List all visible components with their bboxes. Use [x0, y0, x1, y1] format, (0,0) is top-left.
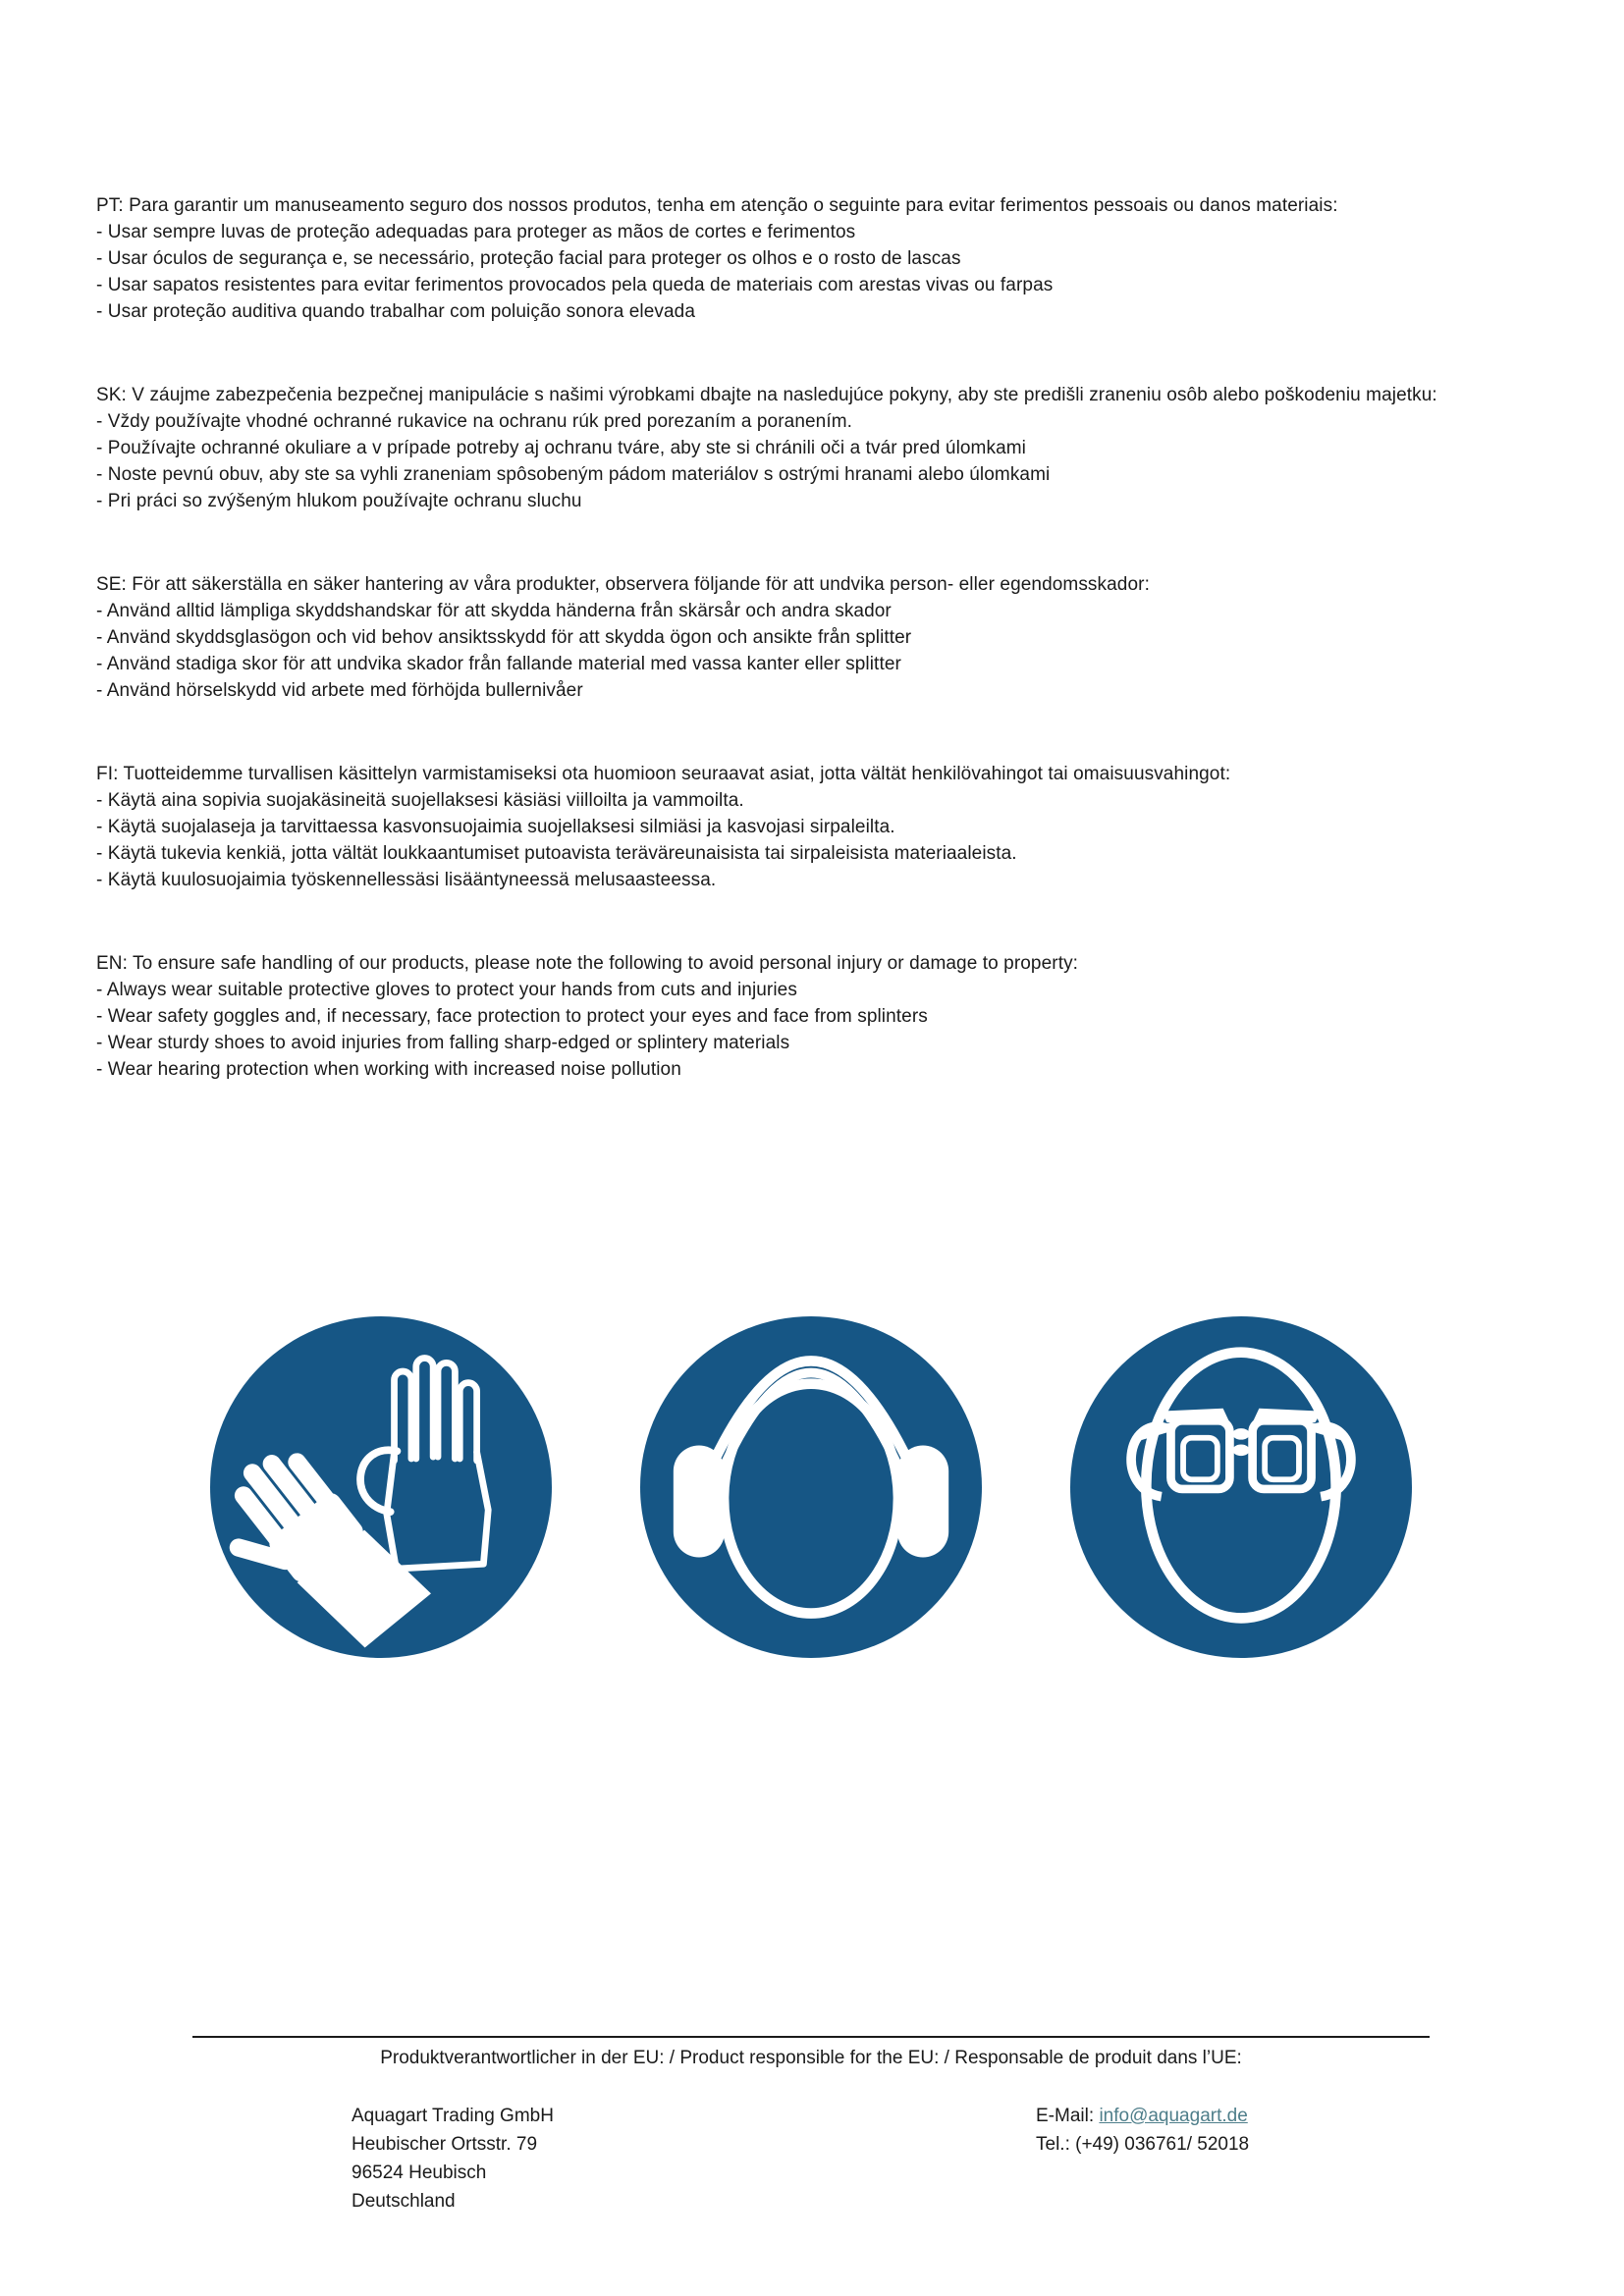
company-address-block	[352, 2102, 554, 2216]
email-link[interactable]: info@aquagart.de	[1099, 2106, 1248, 2126]
safety-section-sk	[96, 382, 1569, 514]
company-street: Heubischer Ortsstr. 79	[352, 2134, 538, 2155]
eye-protection-pictogram	[1070, 1316, 1412, 1663]
bullet-line: - Usar sempre luvas de proteção adequadas para proteger as mãos de cortes e ferimentos	[96, 222, 856, 242]
bullet-line: - Käytä kuulosuojaimia työskennellessäsi lisääntyneessä melusaasteessa.	[96, 870, 717, 890]
safety-section-se	[96, 571, 1569, 704]
bullet-line: - Wear safety goggles and, if necessary, face protection to protect your eyes and face from splinters	[96, 1006, 928, 1027]
wear-ear-protection-icon	[640, 1316, 982, 1658]
safety-section-fi	[96, 761, 1569, 893]
email-label: E-Mail:	[1036, 2106, 1095, 2126]
email-line	[1036, 2102, 1249, 2130]
bullet-line: - Käytä suojalaseja ja tarvittaessa kasvonsuojaimia suojellaksesi silmiäsi ja kasvojasi sirpaleilta.	[96, 817, 895, 837]
bullet-line: - Usar óculos de segurança e, se necessário, proteção facial para proteger os olhos e o rosto de lascas	[96, 248, 961, 269]
bullet-line: - Always wear suitable protective gloves to protect your hands from cuts and injuries	[96, 980, 797, 1000]
gloves-pictogram	[210, 1316, 552, 1663]
bullet-line: - Usar sapatos resistentes para evitar ferimentos provocados pela queda de materiais com arestas vivas ou farpas	[96, 275, 1054, 295]
bullet-line: - Käytä tukevia kenkiä, jotta vältät loukkaantumiset putoavista teräväreunaisista tai sirpaleisista materiaaleista.	[96, 843, 1017, 864]
company-city: 96524 Heubisch	[352, 2163, 487, 2183]
company-name: Aquagart Trading GmbH	[352, 2106, 554, 2126]
contact-block	[1036, 2102, 1249, 2159]
section-header: SE: För att säkerställa en säker hantering av våra produkter, observera följande för att undvika person- eller egendomsskador:	[96, 574, 1150, 595]
section-header: EN: To ensure safe handling of our products, please note the following to avoid personal injury or damage to property:	[96, 953, 1079, 974]
footer-caption: Produktverantwortlicher in der EU: / Product responsible for the EU: / Responsable de produit dans l’UE:	[380, 2048, 1242, 2068]
bullet-line: - Använd hörselskydd vid arbete med förhöjda bullernivåer	[96, 680, 583, 701]
footer-divider	[192, 2036, 1430, 2038]
safety-section-en	[96, 950, 1569, 1083]
safety-pictograms	[210, 1316, 1412, 1663]
bullet-line: - Usar proteção auditiva quando trabalhar com poluição sonora elevada	[96, 301, 695, 322]
bullet-line: - Använd stadiga skor för att undvika skador från fallande material med vassa kanter eller splitter	[96, 654, 901, 674]
ear-protection-pictogram	[640, 1316, 982, 1663]
safety-instructions	[96, 192, 1569, 1140]
company-country: Deutschland	[352, 2191, 456, 2212]
section-header: FI: Tuotteidemme turvallisen käsittelyn varmistamiseksi ota huomioon seuraavat asiat, jotta vältät henkilövahingot tai omaisuusvahingot:	[96, 764, 1231, 784]
bullet-line: - Käytä aina sopivia suojakäsineitä suojellaksesi käsiäsi viilloilta ja vammoilta.	[96, 790, 744, 811]
phone-line: Tel.: (+49) 036761/ 52018	[1036, 2134, 1250, 2155]
bullet-line: - Wear hearing protection when working with increased noise pollution	[96, 1059, 681, 1080]
bullet-line: - Noste pevnú obuv, aby ste sa vyhli zraneniam spôsobeným pádom materiálov s ostrými hranami alebo úlomkami	[96, 464, 1051, 485]
section-header: SK: V záujme zabezpečenia bezpečnej manipulácie s našimi výrobkami dbajte na nasledujúce pokyny, aby ste predišli zraneniu osôb alebo poškodeniu majetku:	[96, 385, 1437, 405]
bullet-line: - Vždy používajte vhodné ochranné rukavice na ochranu rúk pred porezaním a poranením.	[96, 411, 853, 432]
bullet-line: - Använd alltid lämpliga skyddshandskar för att skydda händerna från skärsår och andra skador	[96, 601, 892, 621]
bullet-line: - Používajte ochranné okuliare a v prípade potreby aj ochranu tváre, aby ste si chránili oči a tvár pred úlomkami	[96, 438, 1027, 458]
wear-eye-protection-icon	[1070, 1316, 1412, 1658]
section-header: PT: Para garantir um manuseamento seguro dos nossos produtos, tenha em atenção o seguinte para evitar ferimentos pessoais ou danos materiais:	[96, 195, 1338, 216]
safety-section-pt	[96, 192, 1569, 325]
bullet-line: - Använd skyddsglasögon och vid behov ansiktsskydd för att skydda ögon och ansikte från splitter	[96, 627, 912, 648]
bullet-line: - Pri práci so zvýšeným hlukom používajte ochranu sluchu	[96, 491, 582, 511]
wear-protective-gloves-icon	[210, 1316, 552, 1658]
bullet-line: - Wear sturdy shoes to avoid injuries from falling sharp-edged or splintery materials	[96, 1033, 790, 1053]
